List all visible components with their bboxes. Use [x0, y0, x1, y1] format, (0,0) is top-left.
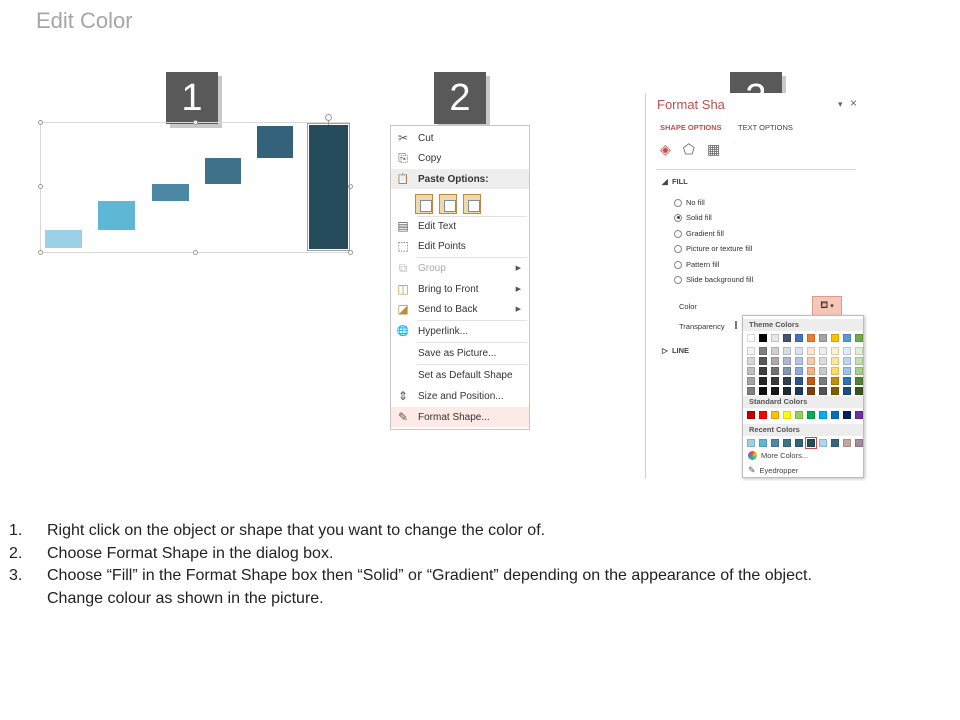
color-swatch[interactable] — [771, 387, 779, 395]
fill-option-pattern-fill[interactable] — [674, 260, 719, 269]
resize-handle[interactable] — [193, 250, 198, 255]
color-palette-dropdown — [742, 315, 864, 478]
copy-icon: ⎘ — [398, 150, 408, 165]
effects-icon[interactable]: ⬠ — [682, 141, 695, 157]
fill-option-label: No fill — [686, 198, 705, 207]
pane-icon-row — [660, 141, 720, 158]
color-swatch[interactable] — [759, 357, 767, 365]
color-swatch[interactable] — [771, 411, 779, 419]
paste-merge-icon[interactable] — [439, 194, 457, 214]
color-swatch[interactable] — [831, 377, 839, 385]
fill-option-picture-fill[interactable] — [674, 244, 752, 253]
color-swatch[interactable] — [771, 357, 779, 365]
size-properties-icon[interactable]: ▦ — [706, 141, 721, 157]
color-label: Color — [679, 302, 697, 311]
color-swatch[interactable] — [831, 387, 839, 395]
color-swatch[interactable] — [819, 411, 827, 419]
color-swatch[interactable] — [771, 439, 779, 447]
color-swatch[interactable] — [759, 367, 767, 375]
color-swatch[interactable] — [831, 357, 839, 365]
edit-points-icon: ⬚ — [397, 239, 409, 253]
menu-item-label: Edit Text — [418, 220, 457, 232]
instruction-text: Right click on the object or shape that you want to change the color of. — [47, 522, 546, 539]
color-swatch[interactable] — [759, 334, 767, 342]
radio-button[interactable] — [674, 245, 682, 253]
color-swatch[interactable] — [795, 377, 803, 385]
transparency-label: Transparency — [679, 322, 725, 331]
instruction-text: Choose “Fill” in the Format Shape box then “Solid” or “Gradient” depending on the appearance of the object. — [47, 567, 812, 584]
paste-picture-icon[interactable] — [463, 194, 481, 214]
color-swatch[interactable] — [831, 411, 839, 419]
instruction-number: 2. — [9, 544, 23, 562]
color-swatch[interactable] — [747, 334, 755, 342]
menu-item-cut[interactable] — [391, 128, 529, 148]
resize-handle[interactable] — [348, 184, 353, 189]
color-swatch[interactable] — [843, 347, 851, 355]
color-swatch[interactable] — [759, 411, 767, 419]
collapse-arrow-icon: ◢ — [662, 177, 672, 186]
menu-item-hyperlink[interactable] — [391, 321, 529, 341]
bring-to-front-icon: ◫ — [397, 282, 409, 296]
pane-divider — [656, 169, 856, 170]
instruction-item — [9, 520, 949, 543]
instruction-item — [9, 588, 949, 611]
menu-item-label: Cut — [418, 132, 434, 144]
color-swatch[interactable] — [795, 347, 803, 355]
menu-item-save-as-picture[interactable] — [391, 343, 529, 363]
paste-keep-source-icon[interactable] — [415, 194, 433, 214]
color-swatch[interactable] — [807, 357, 815, 365]
color-swatch[interactable] — [855, 347, 863, 355]
paint-bucket-icon: ⛾ — [820, 300, 829, 311]
context-menu — [390, 125, 530, 430]
color-swatch[interactable] — [783, 357, 791, 365]
color-swatch[interactable] — [831, 334, 839, 342]
color-swatch[interactable] — [747, 347, 755, 355]
instruction-number: 1. — [9, 522, 23, 539]
menu-item-label: Group — [418, 262, 446, 274]
recent-colors-header: Recent Colors — [743, 424, 863, 436]
instruction-item — [9, 565, 949, 588]
shape-selection-frame — [40, 122, 350, 253]
menu-item-label: Bring to Front — [418, 283, 479, 295]
radio-button[interactable] — [674, 261, 682, 269]
menu-item-label: Format Shape... — [418, 411, 490, 423]
fill-line-icon[interactable]: ◈ — [660, 141, 671, 157]
step-badge-1: 1 — [166, 72, 218, 124]
fill-option-no-fill[interactable] — [674, 198, 705, 207]
fill-section-header[interactable] — [662, 177, 688, 186]
transparency-slider[interactable] — [735, 321, 737, 329]
color-swatch[interactable] — [831, 367, 839, 375]
tab-shape-options[interactable]: SHAPE OPTIONS — [660, 123, 722, 132]
menu-item-edit-points[interactable] — [391, 236, 529, 256]
color-swatch[interactable] — [807, 411, 815, 419]
color-swatch[interactable] — [807, 367, 815, 375]
resize-handle[interactable] — [348, 250, 353, 255]
color-swatch[interactable] — [831, 347, 839, 355]
step-badge-2: 2 — [434, 72, 486, 124]
slide-title: Edit Color — [36, 8, 133, 33]
menu-item-format-shape[interactable] — [391, 407, 529, 427]
paste-options-row — [415, 192, 481, 216]
color-swatch[interactable] — [843, 387, 851, 395]
fill-option-label: Picture or texture fill — [686, 244, 753, 253]
color-swatch[interactable] — [759, 387, 767, 395]
color-swatch[interactable] — [783, 387, 791, 395]
color-swatch[interactable] — [795, 334, 803, 342]
color-swatch[interactable] — [855, 387, 863, 395]
color-swatch[interactable] — [819, 367, 827, 375]
color-swatch[interactable] — [795, 367, 803, 375]
eyedropper-link[interactable] — [748, 465, 798, 476]
fill-option-slide-background[interactable] — [674, 275, 753, 284]
more-colors-link[interactable] — [748, 451, 808, 460]
instruction-number: 3. — [9, 567, 23, 584]
close-icon[interactable]: × — [850, 96, 858, 110]
menu-item-label: Save as Picture... — [418, 347, 497, 359]
menu-item-label: Set as Default Shape — [418, 369, 513, 381]
menu-item-send-to-back[interactable] — [391, 299, 529, 319]
color-swatch[interactable] — [819, 377, 827, 385]
color-swatch[interactable] — [819, 347, 827, 355]
color-swatch[interactable] — [759, 377, 767, 385]
line-section-header[interactable] — [662, 346, 689, 355]
fill-option-label: Gradient fill — [686, 229, 724, 238]
color-swatch[interactable] — [843, 411, 851, 419]
rotate-handle[interactable] — [325, 114, 332, 121]
menu-item-copy[interactable] — [391, 148, 529, 168]
radio-button[interactable] — [674, 276, 682, 284]
resize-handle[interactable] — [38, 184, 43, 189]
color-swatch[interactable] — [783, 334, 791, 342]
selected-bar[interactable] — [309, 125, 348, 249]
color-swatch[interactable] — [855, 439, 863, 447]
fill-option-label: Pattern fill — [686, 260, 720, 269]
color-swatch[interactable] — [759, 439, 767, 447]
radio-button[interactable] — [674, 230, 682, 238]
instruction-text: Choose Format Shape in the dialog box. — [47, 544, 334, 562]
color-swatch[interactable] — [747, 367, 755, 375]
color-swatch[interactable] — [843, 334, 851, 342]
menu-item-label: Hyperlink... — [418, 325, 469, 337]
color-swatch[interactable] — [747, 411, 755, 419]
color-swatch[interactable] — [747, 439, 755, 447]
hyperlink-icon: 🌐 — [396, 325, 410, 337]
theme-colors-header: Theme Colors — [743, 319, 863, 331]
waterfall-bar[interactable] — [45, 230, 82, 248]
menu-item-group — [391, 258, 529, 278]
color-swatch[interactable] — [795, 411, 803, 419]
color-swatch[interactable] — [855, 377, 863, 385]
menu-item-size-and-position[interactable] — [391, 386, 529, 406]
color-swatch[interactable] — [819, 439, 827, 447]
color-swatch[interactable] — [807, 334, 815, 342]
fill-option-label: Solid fill — [686, 213, 712, 222]
color-swatch[interactable] — [783, 367, 791, 375]
color-swatch[interactable] — [819, 334, 827, 342]
color-swatch[interactable] — [831, 439, 839, 447]
menu-item-label: Paste Options: — [418, 173, 489, 185]
edit-text-icon: ▤ — [397, 219, 409, 233]
color-swatch[interactable] — [795, 387, 803, 395]
color-swatch[interactable] — [843, 367, 851, 375]
color-swatch[interactable] — [783, 439, 791, 447]
waterfall-bar[interactable] — [98, 201, 135, 230]
instruction-item — [9, 543, 949, 566]
color-swatch[interactable] — [855, 411, 863, 419]
color-swatch[interactable] — [855, 334, 863, 342]
menu-item-edit-text[interactable] — [391, 216, 529, 236]
menu-item-bring-to-front[interactable] — [391, 279, 529, 299]
group-icon: ⧉ — [398, 260, 408, 275]
color-swatch[interactable] — [807, 377, 815, 385]
scissors-icon: ✂ — [397, 131, 409, 145]
fill-section-label: FILL — [671, 177, 688, 186]
paste-icon: 📋 — [396, 173, 410, 185]
radio-button[interactable] — [674, 199, 682, 207]
eyedropper-icon: ✎ — [748, 465, 756, 475]
eyedropper-label: Eyedropper — [759, 466, 799, 475]
color-swatch[interactable] — [759, 347, 767, 355]
submenu-arrow-icon: ▶ — [515, 265, 521, 272]
color-swatch[interactable] — [807, 347, 815, 355]
color-swatch[interactable] — [747, 357, 755, 365]
color-swatch[interactable] — [783, 377, 791, 385]
color-swatch[interactable] — [819, 357, 827, 365]
color-swatch[interactable] — [747, 377, 755, 385]
resize-handle[interactable] — [193, 120, 198, 125]
pane-title: Format Sha — [657, 97, 725, 112]
waterfall-bar[interactable] — [257, 126, 293, 158]
waterfall-bar[interactable] — [205, 158, 241, 184]
fill-option-solid-fill[interactable] — [674, 213, 712, 222]
format-shape-icon: ✎ — [397, 410, 409, 424]
waterfall-bar[interactable] — [152, 184, 189, 201]
resize-handle[interactable] — [38, 120, 43, 125]
fill-option-label: Slide background fill — [686, 275, 754, 284]
color-swatch[interactable] — [807, 439, 815, 447]
menu-item-label: Send to Back — [418, 303, 478, 315]
color-swatch[interactable] — [819, 387, 827, 395]
more-colors-label: More Colors... — [761, 451, 809, 460]
paste-options-header — [391, 169, 529, 189]
color-swatch[interactable] — [771, 367, 779, 375]
menu-item-label: Copy — [418, 152, 442, 164]
color-swatch[interactable] — [843, 357, 851, 365]
expand-arrow-icon: ▷ — [662, 346, 672, 355]
color-swatch[interactable] — [855, 367, 863, 375]
instruction-list — [9, 520, 949, 610]
color-swatch[interactable] — [783, 347, 791, 355]
fill-option-gradient-fill[interactable] — [674, 229, 724, 238]
radio-button[interactable] — [674, 214, 682, 222]
chevron-down-icon: ▾ — [828, 303, 834, 310]
menu-item-label: Size and Position... — [418, 390, 504, 402]
tab-text-options[interactable]: TEXT OPTIONS — [738, 123, 793, 132]
color-swatch[interactable] — [855, 357, 863, 365]
send-to-back-icon: ◪ — [397, 302, 409, 316]
submenu-arrow-icon: ▶ — [515, 306, 521, 313]
color-swatch[interactable] — [795, 439, 803, 447]
instruction-text: Change colour as shown in the picture. — [47, 589, 324, 607]
color-swatch[interactable] — [843, 377, 851, 385]
color-wheel-icon — [748, 451, 757, 460]
submenu-arrow-icon: ▶ — [515, 286, 521, 293]
pane-options-icon[interactable]: ▾ — [838, 99, 843, 109]
color-swatch[interactable] — [771, 377, 779, 385]
menu-item-label: Edit Points — [418, 240, 466, 252]
resize-handle[interactable] — [38, 250, 43, 255]
menu-item-set-default-shape[interactable] — [391, 365, 529, 385]
standard-colors-header: Standard Colors — [743, 396, 863, 408]
fill-color-button[interactable] — [812, 296, 842, 316]
size-position-icon: ⇕ — [397, 389, 409, 403]
color-swatch[interactable] — [795, 357, 803, 365]
line-section-label: LINE — [671, 346, 690, 355]
color-swatch[interactable] — [783, 411, 791, 419]
color-swatch[interactable] — [771, 347, 779, 355]
color-swatch[interactable] — [747, 387, 755, 395]
color-swatch[interactable] — [771, 334, 779, 342]
color-swatch[interactable] — [807, 387, 815, 395]
color-swatch[interactable] — [843, 439, 851, 447]
